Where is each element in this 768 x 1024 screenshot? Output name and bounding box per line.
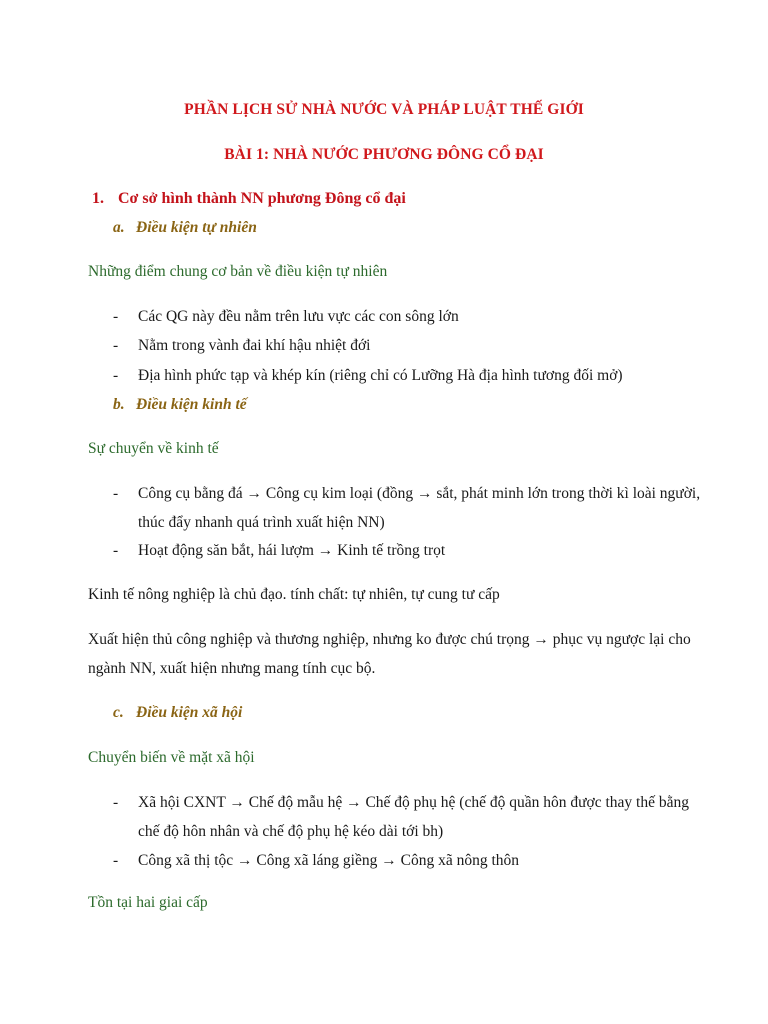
subsection-a-heading [113, 219, 257, 237]
list-item [113, 331, 703, 360]
subsection-c-heading [113, 704, 242, 722]
bullet-dash: - [113, 308, 119, 325]
subsection-a-letter: a. [113, 219, 125, 236]
list-item-text: Hoạt động săn bắt, hái lượm → Kinh tế trồng trọt [138, 542, 446, 559]
bullet-dash: - [113, 542, 119, 559]
list-item-text: Địa hình phức tạp và khép kín (riêng chỉ có Lưỡng Hà địa hình tương đối mở) [138, 367, 623, 384]
paragraph-economy-agriculture: Kinh tế nông nghiệp là chủ đạo. tính chất: tự nhiên, tự cung tư cấp [88, 586, 500, 603]
bullet-dash: - [113, 337, 119, 354]
bullet-dash: - [113, 794, 119, 811]
subsection-c-outro: Tồn tại hai giai cấp [88, 894, 208, 911]
list-item [113, 846, 703, 875]
list-item-text: Nằm trong vành đai khí hậu nhiệt đới [138, 337, 371, 354]
list-item [113, 361, 703, 390]
subsection-b-heading [113, 396, 247, 414]
list-item-text: Xã hội CXNT → Chế độ mẫu hệ → Chế độ phụ hệ (chế độ quần hôn được thay thế bằng chế độ hôn nhân và chế độ phụ hệ kéo dài tới bh) [138, 794, 689, 840]
bullet-dash: - [113, 367, 119, 384]
section-1-title: Cơ sở hình thành NN phương Đông cổ đại [118, 190, 406, 207]
subsection-a-title: Điều kiện tự nhiên [136, 219, 257, 236]
bullet-dash: - [113, 852, 119, 869]
list-item [113, 479, 703, 537]
subsection-a-intro: Những điểm chung cơ bản về điều kiện tự nhiên [88, 263, 388, 280]
lesson-title: BÀI 1: NHÀ NƯỚC PHƯƠNG ĐÔNG CỔ ĐẠI [224, 146, 544, 163]
subsection-b-letter: b. [113, 396, 125, 413]
bullet-dash: - [113, 485, 119, 502]
subsection-b-intro: Sự chuyển về kinh tế [88, 440, 219, 457]
section-1-heading [92, 190, 406, 208]
document-title: PHẦN LỊCH SỬ NHÀ NƯỚC VÀ PHÁP LUẬT THẾ GIỚI [184, 101, 584, 118]
list-item-text: Các QG này đều nằm trên lưu vực các con sông lớn [138, 308, 459, 325]
subsection-c-title: Điều kiện xã hội [136, 704, 243, 721]
list-item-text: Công xã thị tộc → Công xã láng giềng → Công xã nông thôn [138, 852, 520, 869]
list-item [113, 536, 703, 565]
subsection-c-intro: Chuyển biến về mặt xã hội [88, 749, 255, 766]
list-item [113, 302, 703, 331]
list-item-text: Công cụ bằng đá → Công cụ kim loại (đồng → sắt, phát minh lớn trong thời kì loài người, thúc đẩy nhanh quá trình xuất hiện NN) [138, 485, 701, 531]
subsection-b-title: Điều kiện kinh tế [136, 396, 247, 413]
paragraph-economy-crafts: Xuất hiện thủ công nghiệp và thương nghiệp, nhưng ko được chú trọng → phục vụ ngược lại cho ngành NN, xuất hiện nhưng mang tính cục bộ. [88, 631, 691, 677]
section-1-number: 1. [92, 190, 104, 207]
list-item [113, 788, 703, 846]
subsection-c-letter: c. [113, 704, 124, 721]
